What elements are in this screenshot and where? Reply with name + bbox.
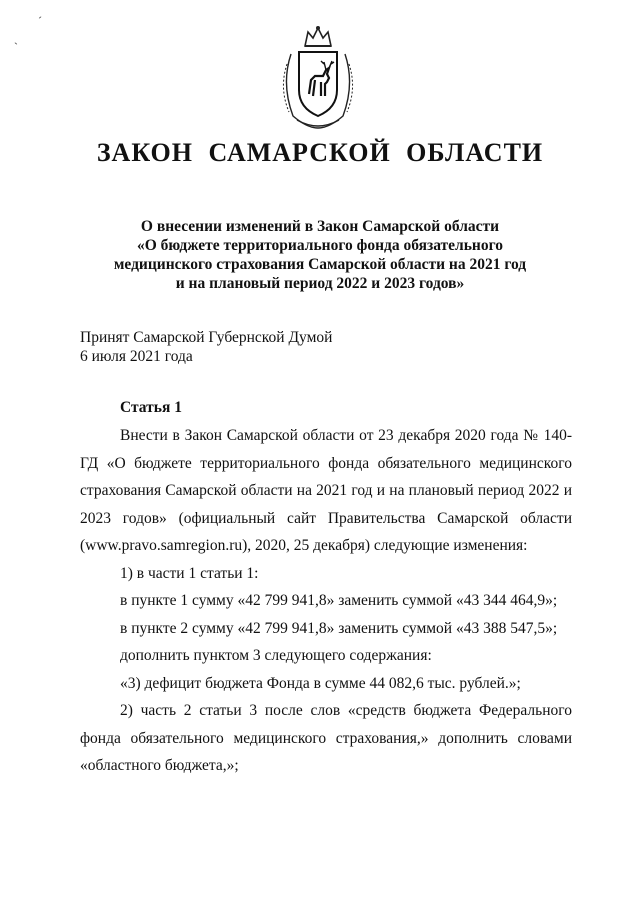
scan-mark: ˊ — [38, 14, 42, 28]
paragraph: в пункте 1 сумму «42 799 941,8» заменить суммой «43 344 464,9»; — [120, 592, 558, 609]
subtitle-line: и на плановый период 2022 и 2023 годов» — [175, 275, 465, 292]
subtitle-line: медицинского страхования Самарской области на 2021 год — [113, 256, 527, 273]
paragraph: «3) дефицит бюджета Фонда в сумме 44 082,6 тыс. рублей.»; — [120, 674, 521, 692]
paragraph: Внести в Закон Самарской области от 23 декабря 2020 года № 140-ГД «О бюджете территориального фонда обязательного медицинского страхования Самарской области на 2021 год и на плановый период 2022 и 2023 годов» (официальный сайт Правительства Самарской области (www.pravo.samregion.ru), 2020, 25 декабря) следующие изменения: — [80, 427, 572, 554]
article-heading: Статья 1 — [120, 399, 182, 416]
paragraph: 2) часть 2 статьи 3 после слов «средств бюджета Федерального фонда обязательного медицинского страхования,» дополнить словами «областного бюджета,»; — [80, 702, 572, 774]
coat-of-arms-icon — [277, 24, 359, 130]
document-subtitle — [80, 217, 560, 293]
adoption-info — [80, 328, 332, 366]
article-body — [80, 422, 572, 780]
subtitle-line: О внесении изменений в Закон Самарской области — [140, 218, 500, 235]
paragraph: в пункте 2 сумму «42 799 941,8» заменить суммой «43 388 547,5»; — [120, 619, 558, 637]
subtitle-line: «О бюджете территориального фонда обязательного — [136, 237, 504, 254]
adoption-date: 6 июля 2021 года — [80, 348, 193, 365]
paragraph: дополнить пунктом 3 следующего содержания: — [120, 647, 432, 664]
paragraph: 1) в части 1 статьи 1: — [120, 564, 259, 582]
document-title: ЗАКОН САМАРСКОЙ ОБЛАСТИ — [96, 138, 544, 167]
adoption-body: Принят Самарской Губернской Думой — [80, 329, 333, 346]
scan-mark: ˋ — [14, 40, 18, 54]
